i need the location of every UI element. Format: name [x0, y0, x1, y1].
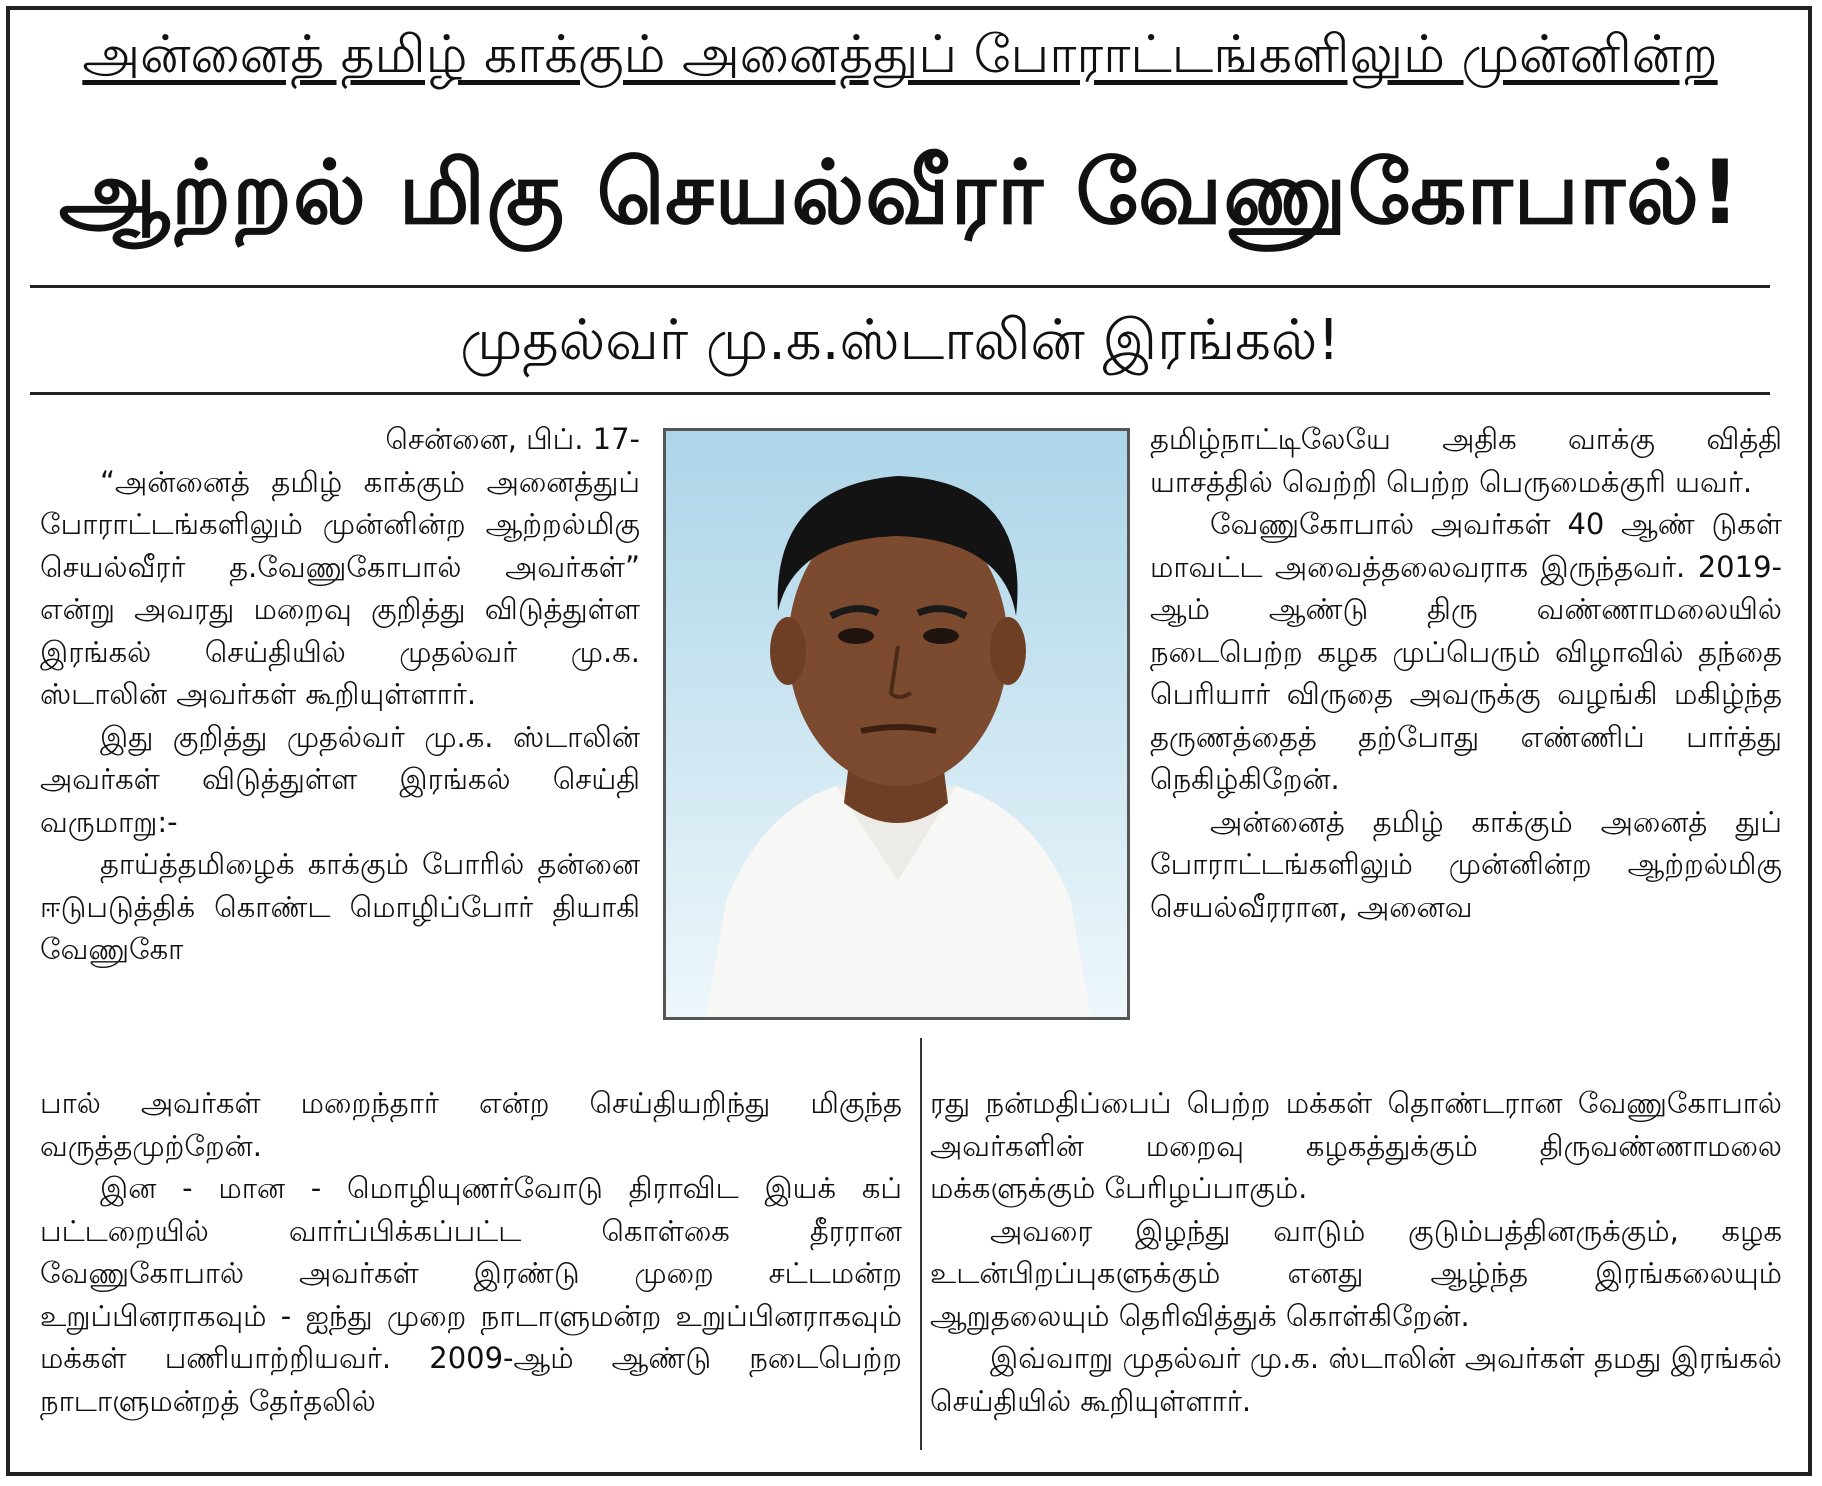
left-column-top [40, 418, 640, 971]
headline: ஆற்றல் மிகு செயல்வீரர் வேணுகோபால்! [58, 141, 1742, 244]
kicker-line: அன்னைத் தமிழ் காக்கும் அனைத்துப் போராட்டங்களிலும் முன்னின்ற [82, 25, 1718, 85]
headline-rule [30, 285, 1770, 288]
paragraph: இன - மான - மொழியுணர்வோடு திராவிட இயக் கப் பட்டறையில் வார்ப்பிக்கப்பட்ட கொள்கை தீரரான வேணுகோபால் அவர்கள் இரண்டு முறை சட்டமன்ற உறுப்பினராகவும் - ஐந்து முறை நாடாளுமன்ற உறுப்பினராகவும் மக்கள் பணியாற்றியவர். 2009-ஆம் ஆண்டு நடைபெற்ற நாடாளுமன்றத் தேர்தலில் [40, 1171, 902, 1418]
left-column-bottom [40, 1082, 902, 1422]
paragraph: இது குறித்து முதல்வர் மு.க. ஸ்டாலின் அவர்கள் விடுத்துள்ள இரங்கல் செய்தி வருமாறு:- [40, 719, 640, 839]
right-column-top [1150, 418, 1782, 928]
paragraph: “அன்னைத் தமிழ் காக்கும் அனைத்துப் போராட்டங்களிலும் முன்னின்ற ஆற்றல்மிகு செயல்வீரர் த.வேணுகோபால் அவர்கள்” என்று அவரது மறைவு குறித்து விடுத்துள்ள இரங்கல் செய்தியில் முதல்வர் மு.க. ஸ்டாலின் அவர்கள் கூறியுள்ளார். [40, 464, 640, 711]
dateline: சென்னை, பிப். 17- [385, 422, 640, 456]
subhead-rule [30, 392, 1770, 395]
right-column-bottom [930, 1082, 1782, 1422]
portrait-photo [663, 428, 1130, 1020]
paragraph: அன்னைத் தமிழ் காக்கும் அனைத் துப் போராட்டங்களிலும் முன்னின்ற ஆற்றல்மிகு செயல்வீரரான, அனைவ [1150, 804, 1782, 924]
paragraph: தாய்த்தமிழைக் காக்கும் போரில் தன்னை ஈடுபடுத்திக் கொண்ட மொழிப்போர் தியாகி வேணுகோ [40, 847, 640, 966]
paragraph: இவ்வாறு முதல்வர் மு.க. ஸ்டாலின் அவர்கள் தமது இரங்கல் செய்தியில் கூறியுள்ளார். [930, 1341, 1782, 1418]
subheadline: முதல்வர் மு.க.ஸ்டாலின் இரங்கல்! [460, 308, 1340, 373]
portrait-image [666, 431, 1127, 1017]
paragraph: வேணுகோபால் அவர்கள் 40 ஆண் டுகள் மாவட்ட அவைத்தலைவராக இருந்தவர். 2019-ஆம் ஆண்டு திரு வண்ணாமலையில் நடைபெற்ற கழக முப்பெரும் விழாவில் தந்தை பெரியார் விருதை அவருக்கு வழங்கி மகிழ்ந்த தருணத்தைத் தற்போது எண்ணிப் பார்த்து நெகிழ்கிறேன். [1150, 507, 1782, 796]
paragraph: ரது நன்மதிப்பைப் பெற்ற மக்கள் தொண்டரான வேணுகோபால் அவர்களின் மறைவு கழகத்துக்கும் திருவண்ணாமலை மக்களுக்கும் பேரிழப்பாகும். [930, 1086, 1782, 1205]
column-divider [920, 1038, 922, 1450]
paragraph: பால் அவர்கள் மறைந்தார் என்ற செய்தியறிந்து மிகுந்த வருத்தமுற்றேன். [40, 1086, 902, 1163]
paragraph: தமிழ்நாட்டிலேயே அதிக வாக்கு வித்தி யாசத்தில் வெற்றி பெற்ற பெருமைக்குரி யவர். [1150, 422, 1782, 499]
paragraph: அவரை இழந்து வாடும் குடும்பத்தினருக்கும், கழக உடன்பிறப்புகளுக்கும் எனது ஆழ்ந்த இரங்கலையும் ஆறுதலையும் தெரிவித்துக் கொள்கிறேன். [930, 1213, 1782, 1333]
